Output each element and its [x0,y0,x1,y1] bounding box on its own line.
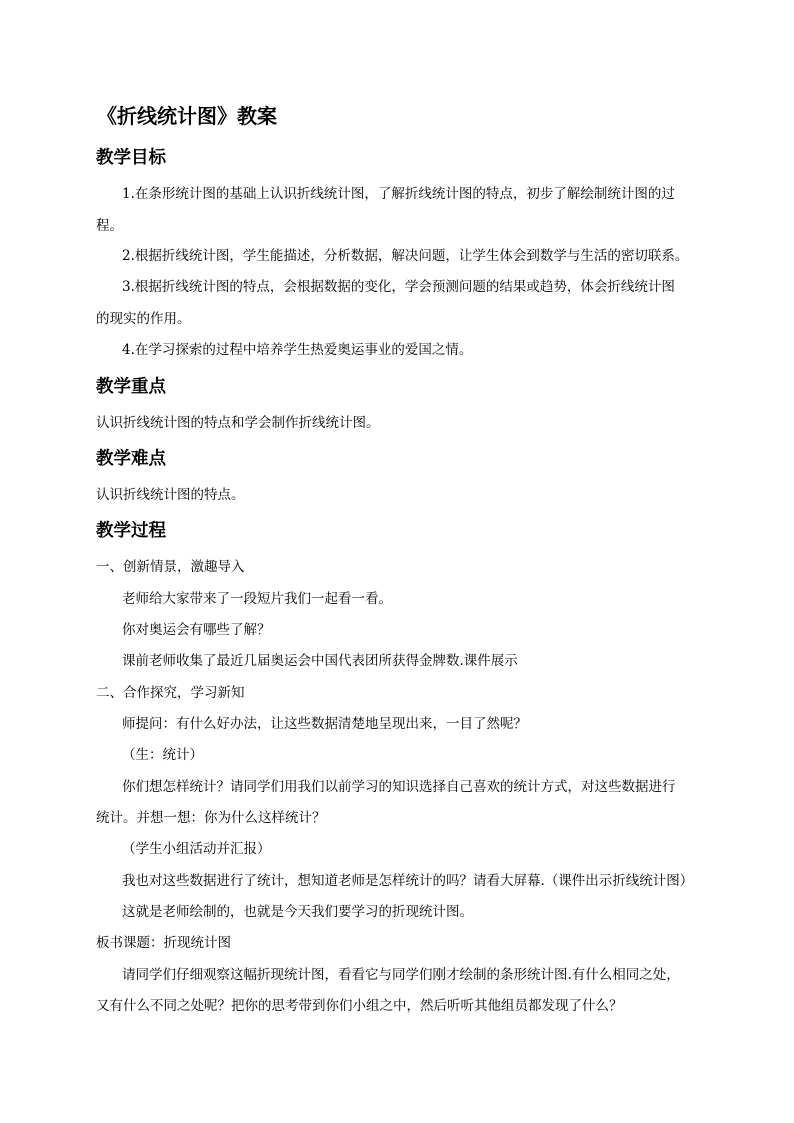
part-2-line-6: 我也对这些数据进行了统计，想知道老师是怎样统计的吗？请看大屏幕.（课件出示折线统计图） [122,873,694,889]
part-2-title: 二、合作探究，学习新知 [96,685,245,701]
part-1-line-3: 课前老师收集了最近几届奥运会中国代表团所获得金牌数.课件展示 [122,653,518,669]
heading-process: 教学过程 [96,521,166,541]
part-1-title: 一、创新情景，激趣导入 [96,559,245,575]
difficulty-text: 认识折线统计图的特点。 [96,487,245,503]
heading-goals: 教学目标 [96,148,166,168]
goal-2: 2.根据折线统计图，学生能描述，分析数据，解决问题，让学生体会到数学与生活的密切联系。 [122,248,689,264]
heading-key-points: 教学重点 [96,377,166,397]
board-title: 板书课题：折现统计图 [96,935,231,951]
goal-1-line-1: 1.在条形统计图的基础上认识折线统计图，了解折线统计图的特点，初步了解绘制统计图的过 [122,186,675,202]
part-2-line-8: 请同学们仔细观察这幅折现统计图，看看它与同学们刚才绘制的条形统计图.有什么相同之处， [122,967,680,983]
part-2-line-5: （学生小组活动并汇报） [122,841,271,857]
document-title: 《折线统计图》教案 [97,104,277,128]
part-2-line-1: 师提问：有什么好办法，让这些数据清楚地呈现出来，一目了然呢？ [122,716,527,732]
goal-3-line-2: 的现实的作用。 [96,311,191,327]
goal-4: 4.在学习探索的过程中培养学生热爱奥运事业的爱国之情。 [122,342,473,358]
part-2-line-2: （生：统计） [122,747,203,763]
key-points-text: 认识折线统计图的特点和学会制作折线统计图。 [96,415,380,431]
part-1-line-1: 老师给大家带来了一段短片我们一起看一看。 [122,591,392,607]
part-2-line-4: 统计。并想一想：你为什么这样统计？ [96,810,326,826]
part-1-line-2: 你对奥运会有哪些了解？ [122,622,271,638]
part-2-line-7: 这就是老师绘制的，也就是今天我们要学习的折现统计图。 [122,904,473,920]
goal-1-line-2: 程。 [96,218,123,234]
goal-3-line-1: 3.根据折线统计图的特点，会根据数据的变化，学会预测问题的结果或趋势，体会折线统计图 [122,279,675,295]
part-2-line-3: 你们想怎样统计？请同学们用我们以前学习的知识选择自己喜欢的统计方式，对这些数据进行 [122,779,676,795]
heading-difficulty: 教学难点 [96,449,166,469]
part-2-line-9: 又有什么不同之处呢？把你的思考带到你们小组之中，然后听听其他组员都发现了什么？ [96,998,623,1014]
